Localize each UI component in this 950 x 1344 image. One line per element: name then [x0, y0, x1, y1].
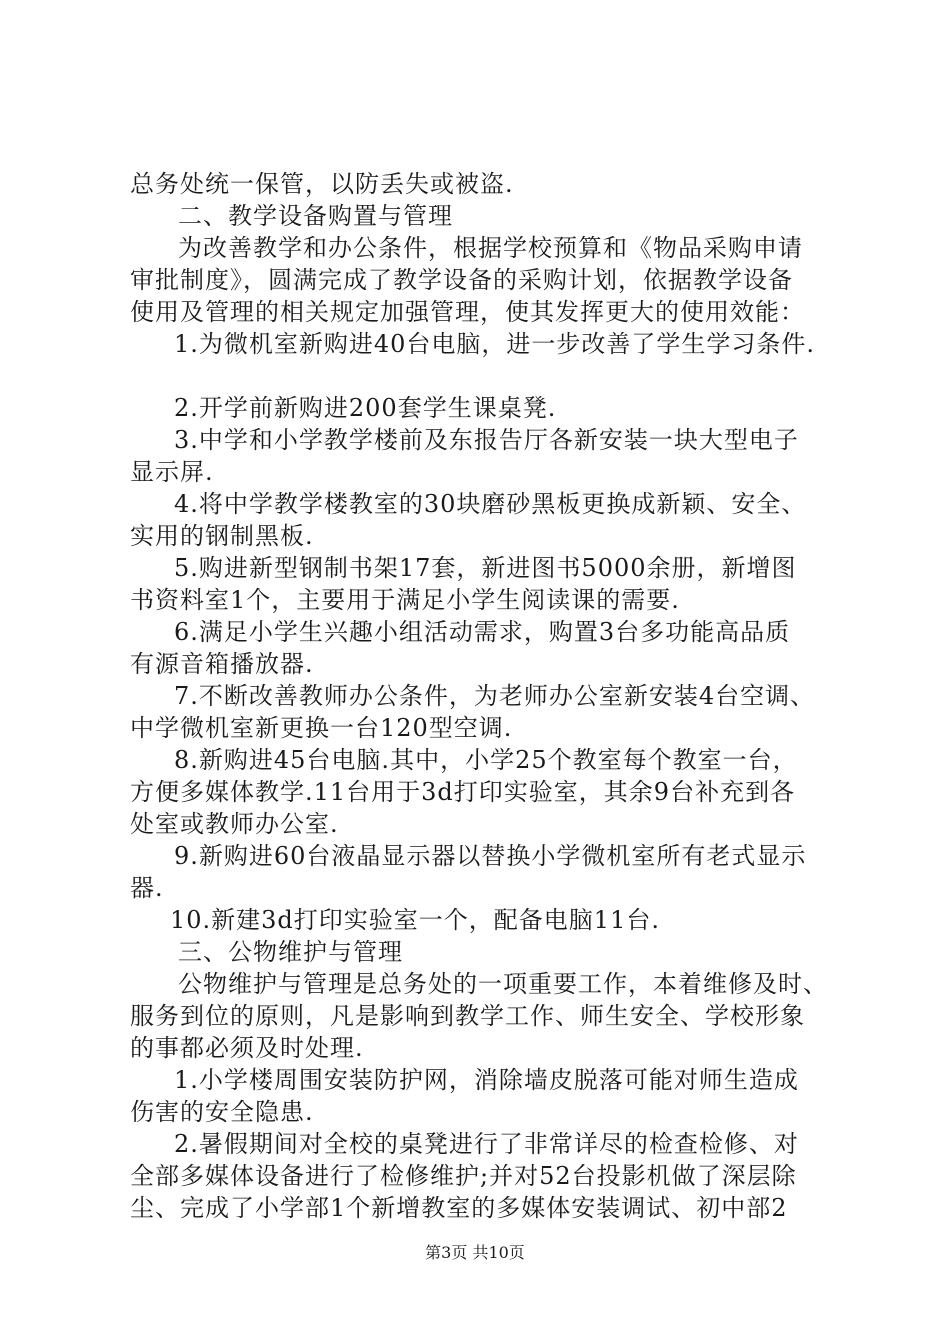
text-line: 使用及管理的相关规定加强管理，使其发挥更大的使用效能：	[130, 298, 805, 326]
text-line: 方便多媒体教学.11台用于3d打印实验室，其余9台补充到各	[130, 778, 796, 806]
text-line: 服务到位的原则，凡是影响到教学工作、师生安全、学校形象	[130, 1002, 805, 1030]
list-item: 1.为微机室新购进40台电脑，进一步改善了学生学习条件.	[174, 330, 816, 358]
list-item: 5.购进新型钢制书架17套，新进图书5000余册，新增图	[174, 554, 797, 582]
document-body	[130, 168, 830, 1224]
list-item: 6.满足小学生兴趣小组活动需求，购置3台多功能高品质	[174, 618, 791, 646]
text-line: 书资料室1个，主要用于满足小学生阅读课的需要.	[130, 586, 680, 614]
list-item: 9.新购进60台液晶显示器以替换小学微机室所有老式显示	[174, 842, 807, 870]
text-line: 处室或教师办公室.	[130, 810, 339, 838]
list-item: 3.中学和小学教学楼前及东报告厅各新安装一块大型电子	[174, 426, 799, 454]
text-line: 审批制度》，圆满完成了教学设备的采购计划，依据教学设备	[130, 266, 793, 294]
page-number-footer: 第3页 共10页	[425, 1243, 525, 1262]
text-line: 公物维护与管理是总务处的一项重要工作，本着维修及时、	[178, 970, 828, 998]
text-line: 有源音箱播放器.	[130, 650, 314, 678]
list-item: 7.不断改善教师办公条件，为老师办公室新安装4台空调、	[174, 682, 816, 710]
list-item: 10.新建3d打印实验室一个，配备电脑11台.	[170, 906, 660, 934]
text-line: 总务处统一保管，以防丢失或被盗.	[130, 170, 514, 198]
text-line: 显示屏.	[130, 458, 214, 486]
list-item: 1.小学楼周围安装防护网，消除墙皮脱落可能对师生造成	[174, 1066, 799, 1094]
section-heading: 二、教学设备购置与管理	[178, 202, 453, 230]
text-line: 为改善教学和办公条件，根据学校预算和《物品采购申请	[178, 234, 803, 262]
text-line: 实用的钢制黑板.	[130, 522, 314, 550]
blank-line	[130, 360, 830, 392]
list-item: 4.将中学教学楼教室的30块磨砂黑板更换成新颖、安全、	[174, 490, 807, 518]
list-item: 8.新购进45台电脑.其中，小学25个教室每个教室一台，	[174, 746, 798, 774]
text-line: 中学微机室新更换一台120型空调.	[130, 714, 513, 742]
text-line: 的事都必须及时处理.	[130, 1034, 364, 1062]
text-line: 器.	[130, 874, 164, 902]
text-line: 伤害的安全隐患.	[130, 1098, 314, 1126]
text-line: 尘、完成了小学部1个新增教室的多媒体安装调试、初中部2	[130, 1194, 788, 1222]
section-heading: 三、公物维护与管理	[178, 938, 403, 966]
text-line: 全部多媒体设备进行了检修维护;并对52台投影机做了深层除	[130, 1162, 797, 1190]
list-item: 2.暑假期间对全校的桌凳进行了非常详尽的检查检修、对	[174, 1130, 799, 1158]
list-item: 2.开学前新购进200套学生课桌凳.	[174, 394, 557, 422]
